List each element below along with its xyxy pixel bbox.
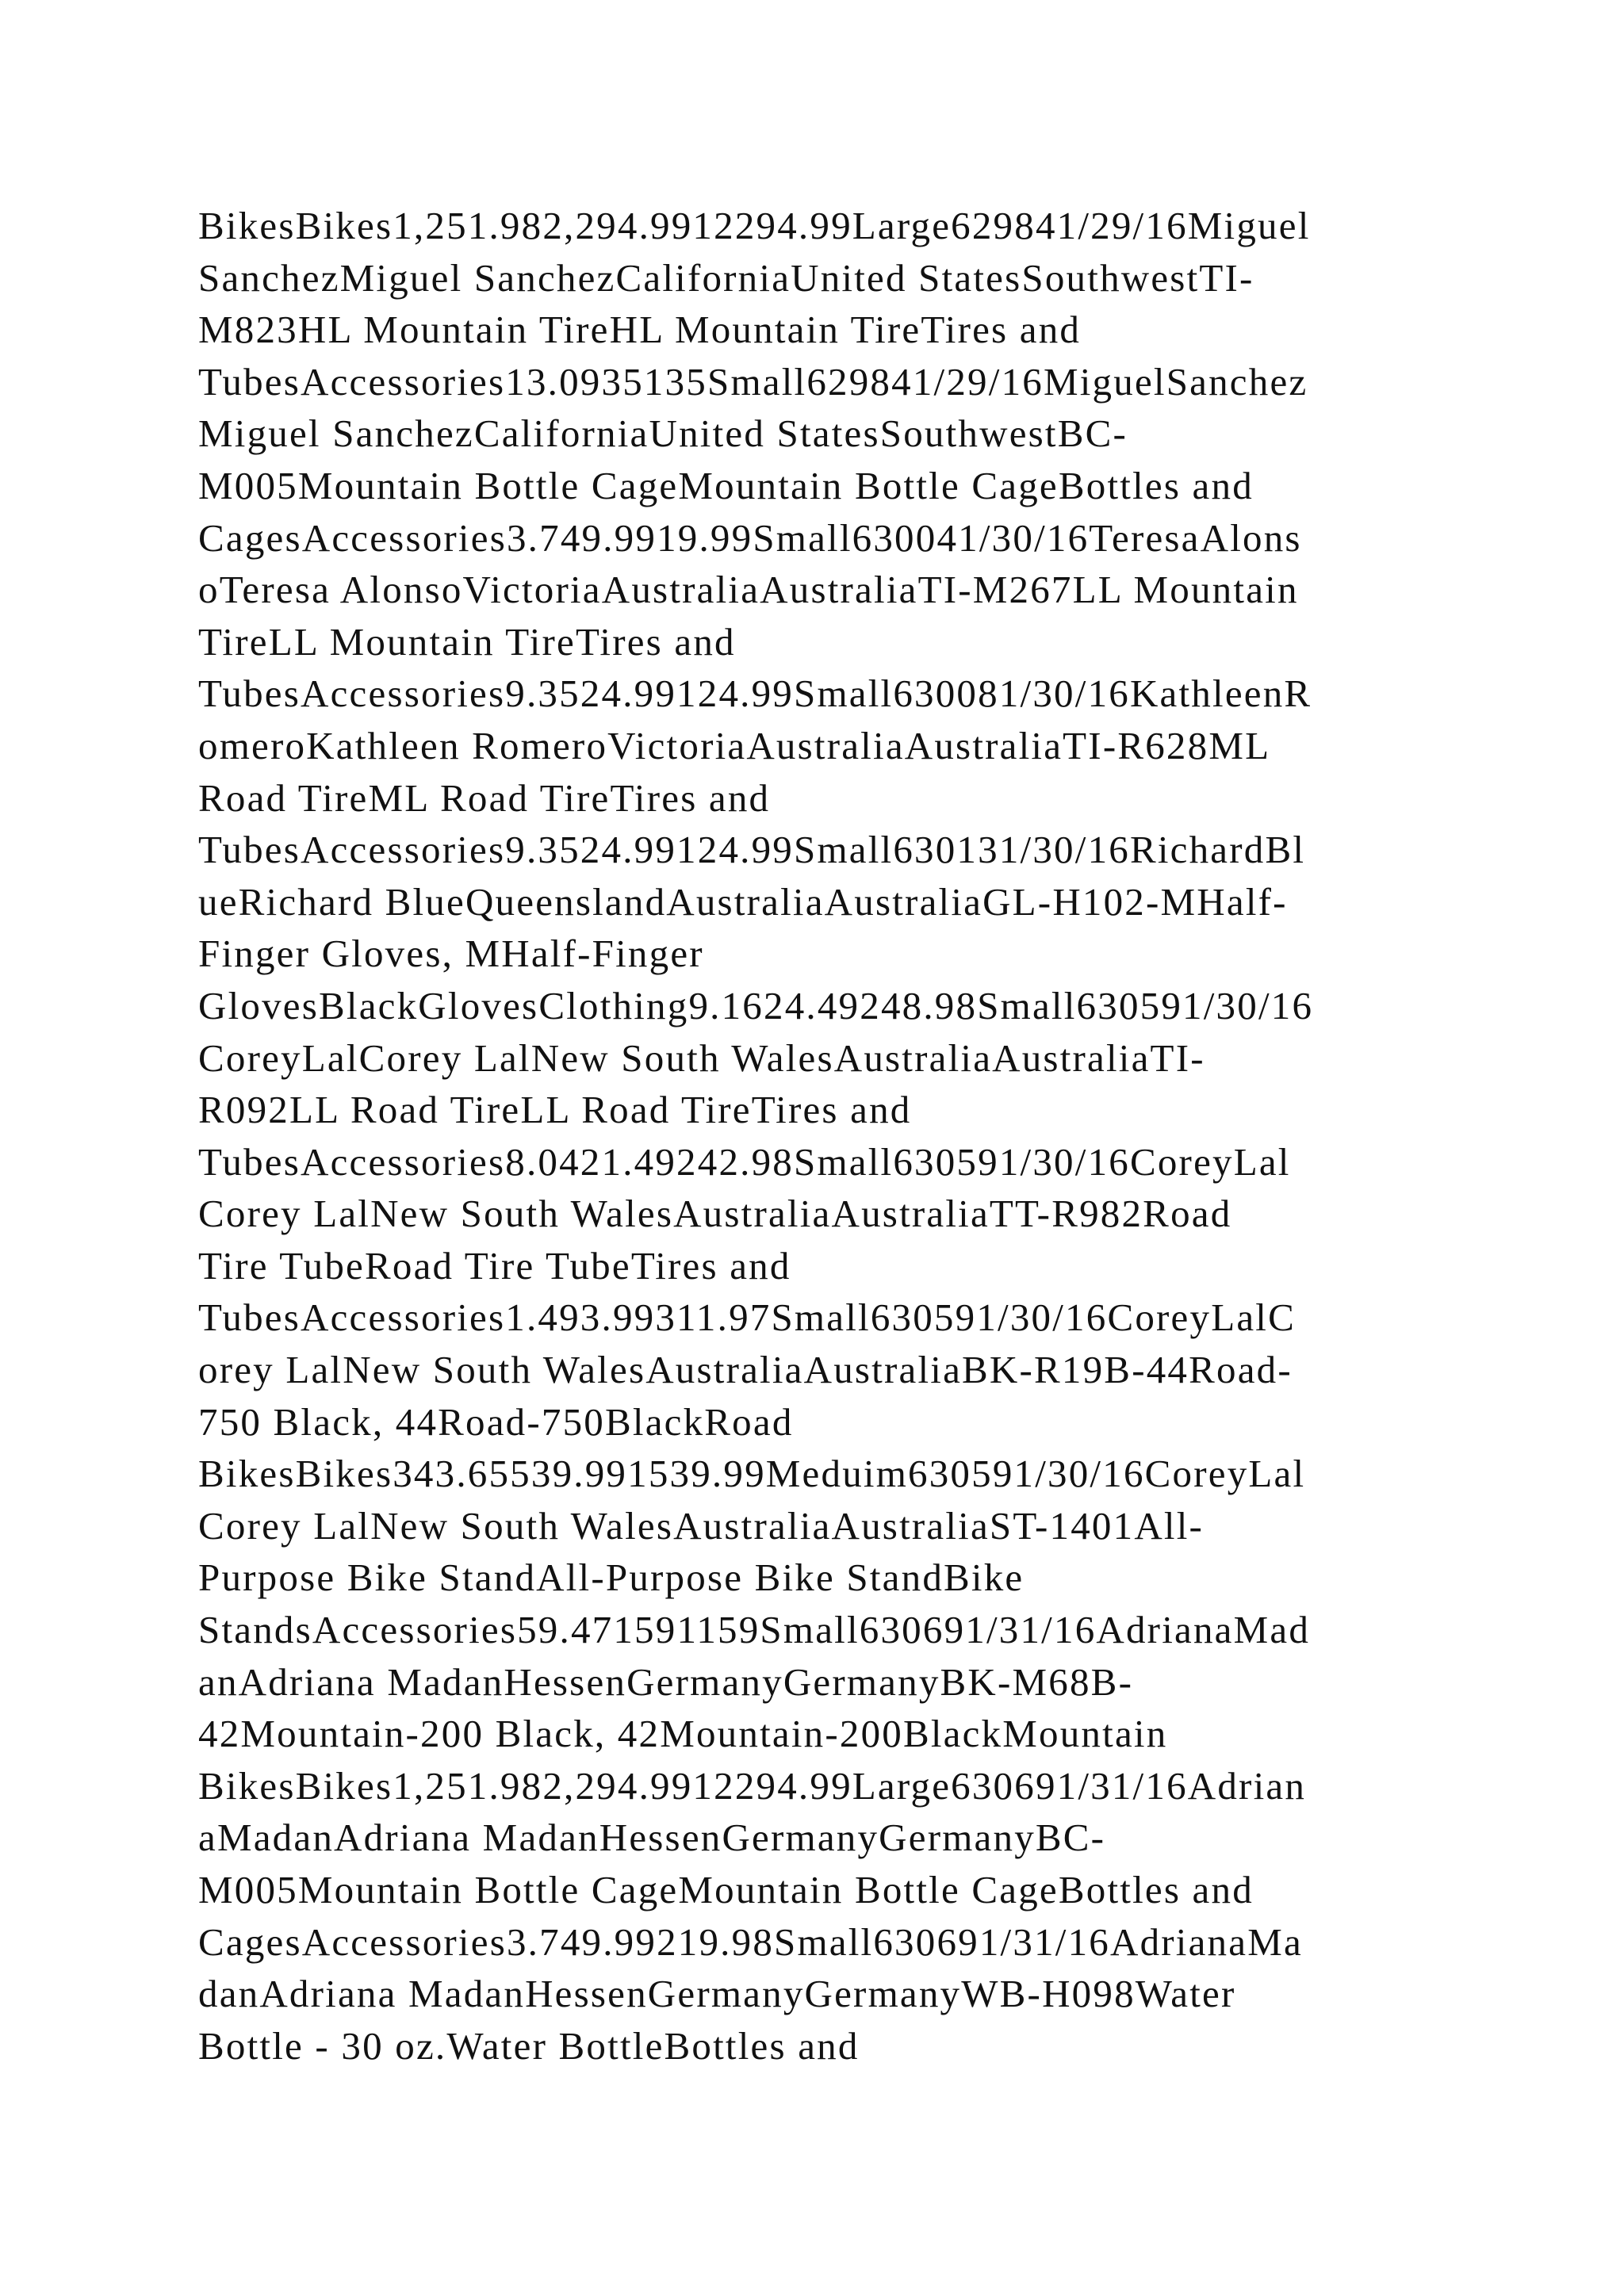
text-line: TireLL Mountain TireTires and bbox=[198, 619, 736, 664]
document-body-text bbox=[198, 200, 1435, 2072]
text-line: oTeresa AlonsoVictoriaAustraliaAustraliaTI-M267LL Mountain bbox=[198, 568, 1299, 612]
text-line: Corey LalNew South WalesAustraliaAustraliaST-1401All- bbox=[198, 1503, 1205, 1548]
text-line: TubesAccessories9.3524.99124.99Small630081/30/16KathleenR bbox=[198, 672, 1312, 716]
text-line: anAdriana MadanHessenGermanyGermanyBK-M68B- bbox=[198, 1659, 1134, 1704]
text-line: orey LalNew South WalesAustraliaAustraliaBK-R19B-44Road- bbox=[198, 1348, 1293, 1392]
text-line: danAdriana MadanHessenGermanyGermanyWB-H098Water bbox=[198, 1972, 1236, 2016]
text-line: Corey LalNew South WalesAustraliaAustraliaTT-R982Road bbox=[198, 1192, 1232, 1236]
text-line: BikesBikes1,251.982,294.9912294.99Large630691/31/16Adrian bbox=[198, 1763, 1307, 1808]
text-line: R092LL Road TireLL Road TireTires and bbox=[198, 1088, 912, 1132]
text-line: Miguel SanchezCaliforniaUnited StatesSouthwestBC- bbox=[198, 411, 1128, 456]
text-line: Finger Gloves, MHalf-Finger bbox=[198, 932, 704, 976]
text-line: M005Mountain Bottle CageMountain Bottle CageBottles and bbox=[198, 463, 1254, 507]
text-line: aMadanAdriana MadanHessenGermanyGermanyBC- bbox=[198, 1816, 1106, 1860]
text-line: SanchezMiguel SanchezCaliforniaUnited StatesSouthwestTI- bbox=[198, 255, 1254, 300]
text-line: TubesAccessories8.0421.49242.98Small630591/30/16CoreyLal bbox=[198, 1139, 1291, 1184]
text-line: CagesAccessories3.749.9919.99Small630041/30/16TeresaAlons bbox=[198, 515, 1302, 560]
text-line: CoreyLalCorey LalNew South WalesAustraliaAustraliaTI- bbox=[198, 1035, 1205, 1080]
text-line: TubesAccessories13.0935135Small629841/29/16MiguelSanchez bbox=[198, 359, 1308, 404]
text-line: omeroKathleen RomeroVictoriaAustraliaAustraliaTI-R628ML bbox=[198, 723, 1271, 767]
text-line: StandsAccessories59.471591159Small630691/31/16AdrianaMad bbox=[198, 1608, 1311, 1652]
text-line: Tire TubeRoad Tire TubeTires and bbox=[198, 1243, 791, 1288]
text-line: M823HL Mountain TireHL Mountain TireTires and bbox=[198, 308, 1082, 352]
text-line: GlovesBlackGlovesClothing9.1624.49248.98Small630591/30/16 bbox=[198, 983, 1314, 1027]
text-line: 42Mountain-200 Black, 42Mountain-200BlackMountain bbox=[198, 1712, 1168, 1756]
text-line: Road TireML Road TireTires and bbox=[198, 775, 771, 820]
text-line: BikesBikes343.65539.991539.99Meduim630591/30/16CoreyLal bbox=[198, 1452, 1306, 1496]
text-line: ueRichard BlueQueenslandAustraliaAustraliaGL-H102-MHalf- bbox=[198, 879, 1288, 924]
text-line: Bottle - 30 oz.Water BottleBottles and bbox=[198, 2023, 860, 2068]
text-line: Purpose Bike StandAll-Purpose Bike StandBike bbox=[198, 1556, 1025, 1600]
text-line: TubesAccessories1.493.99311.97Small630591/30/16CoreyLalC bbox=[198, 1295, 1296, 1340]
text-line: TubesAccessories9.3524.99124.99Small630131/30/16RichardBl bbox=[198, 828, 1306, 872]
text-line: BikesBikes1,251.982,294.9912294.99Large629841/29/16Miguel bbox=[198, 204, 1311, 247]
text-line: CagesAccessories3.749.99219.98Small630691/31/16AdrianaMa bbox=[198, 1919, 1303, 1964]
text-line: M005Mountain Bottle CageMountain Bottle CageBottles and bbox=[198, 1868, 1254, 1911]
text-line: 750 Black, 44Road-750BlackRoad bbox=[198, 1399, 794, 1444]
